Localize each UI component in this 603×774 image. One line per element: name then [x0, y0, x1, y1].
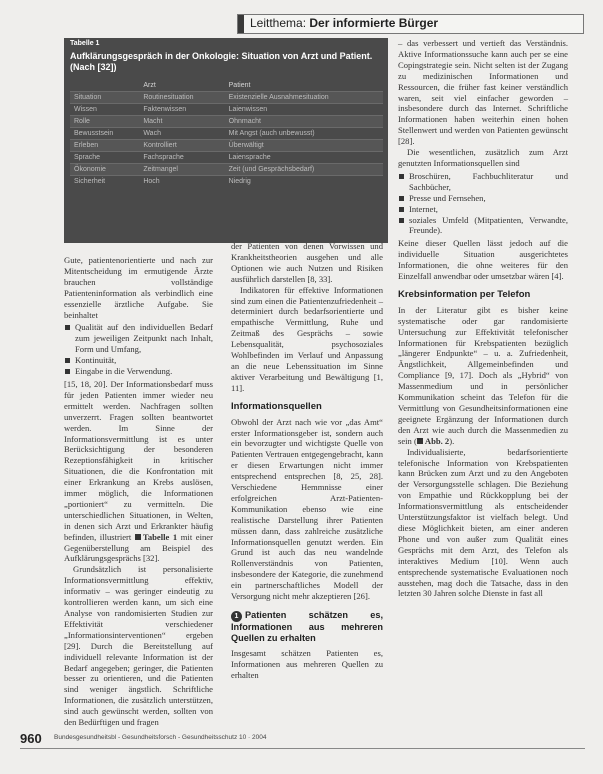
table-cell: Ohnmacht	[225, 116, 383, 128]
list-item	[64, 355, 213, 366]
list-item-text: Presse und Fernsehen,	[409, 192, 486, 203]
column-3	[398, 38, 568, 599]
footer-rule	[20, 748, 585, 749]
table-cell: Ökonomie	[70, 164, 139, 176]
list-item	[398, 171, 568, 193]
table-cell: Macht	[139, 116, 224, 128]
paragraph-text: mit einer Gegenüberstellung am Beispiel des Aufklärungsgesprächs [32].	[64, 531, 213, 564]
figure-reference: Abb. 2	[424, 435, 450, 446]
key-statement-heading	[231, 610, 383, 644]
table-row	[70, 116, 383, 128]
table-row	[70, 152, 383, 164]
table-cell: Niedrig	[225, 176, 383, 188]
table-cell: Überwältigt	[225, 140, 383, 152]
table-row	[70, 176, 383, 188]
table-cell: Hoch	[139, 176, 224, 188]
list-item-text: Broschüren, Fachbuchliteratur und Sachbücher,	[409, 170, 568, 192]
table-cell: Laienwissen	[225, 104, 383, 116]
paragraph: Insgesamt schätzen Patienten es, Informationen aus mehreren Quellen zu erhalten	[231, 648, 383, 680]
paragraph: Keine dieser Quellen lässt jedoch auf die individuelle Situation ausgerichtetes Informationen, die ohne weiteres für den Einzelfall anwendbar oder umsetzbar wären [4].	[398, 238, 568, 282]
paragraph: Die wesentlichen, zusätzlich zum Arzt genutzten Informationsquellen sind	[398, 147, 568, 168]
header-title	[250, 16, 438, 30]
table-cell: Wach	[139, 128, 224, 140]
paragraph: Obwohl der Arzt nach wie vor „das Amt“ erster Informationsgeber ist, sondern auch ein bevorzugter und wichtigste Quelle von Patienten Vertrauen entgegengebracht, kann er diesen Erwartungen nicht immer entsprechend entsprechen [8, 25, 28]. Verschiedene Hemmnisse einer erfolgreichen Arzt-Patienten-Kommunikation ebenso wie eine realistische Darstellung ihrer Patienten müssen dann, dass zahlreiche zusätzliche Informationsquellen genutzt werden. Ein Grund ist auch das neu wandelnde Rollenverständnis von Patienten, insbesondere der Kategorie, die zunehmend ein partnerschaftliches Modell der Versorgung nicht mehr akzeptieren [26].	[231, 416, 383, 602]
page-footer	[20, 731, 585, 748]
paragraph	[398, 305, 568, 447]
table-cell: Sprache	[70, 152, 139, 164]
table-title: Aufklärungsgespräch in der Onkologie: Situation von Arzt und Patient. (Nach [32])	[70, 51, 373, 72]
statement-number-icon: 1	[231, 611, 242, 622]
paragraph	[64, 379, 213, 564]
column-2	[231, 241, 383, 681]
paragraph: Grundsätzlich ist personalisierte Informationsvermittlung effektiv, informativ – was geringer eindeutig zu kontrollieren werden kann, um sich eine Analyse von randomisierten Studien zur Effektivität verschiedener „Informationsinterventionen“ ergeben [29]. Durch die Bereitstellung auf individuell relevante Information ist der Bedarf angegeben; geringer, die Patienten besser zu orientieren, und die Patienten sind weniger ängstlich. Schriftliche Informationen, die zusätzlich unterstützen, sind auch gewünscht werden, sollten von den Bedürftigen und fragen	[64, 564, 213, 728]
bullet-square-icon	[399, 174, 404, 179]
header-topic: Der informierte Bürger	[309, 16, 439, 30]
paragraph: Individualisierte, bedarfsorientierte telefonische Information von Krebspatienten kann Brücken zum Arzt und zu den Angeboten der Versorgungsstelle schlagen. Die Beziehung von Empathie und Rückkopplung bei der Informationsvermittlung als entscheidender Unterstützungsfaktor ist vielfach belegt. Und diese Möglichkeit bieten, am einer anderen Phone und von außer zum Qualität eines Gesprächs mit dem Arzt, des Telefon als interaktives Medium [10]. Wenn auch entsprechende systematische Evaluationen noch ausstehen, mag doch die Tatsache, dass in den letzten 30 Jahren solche Dienste in fast all	[398, 446, 568, 599]
paragraph-text: [15, 18, 20]. Der Informationsbedarf muss für jeden Patienten immer wieder neu ermittelt werden. Nachfragen sollten unverzerrt. Fragen sollten beantwortet werden. Im Sinne der Informationsvermittlung ist es unter Berücksichtigung der besonderen Rezeptionsfähigkeit in kritischer Situationen, die die Konfrontation mit einer Erkrankung an Krebs auslösen, immer möglich, die Informationen „portioniert“ zu vermitteln. Die unterschiedlichen Situationen, in Welten, in denen sich Arzt und Erkrankter häufig befinden, illustriert	[64, 378, 213, 542]
key-statement-text: Patienten schätzen es, Informationen aus mehreren Quellen zu erhalten	[231, 610, 383, 643]
paragraph: der Patienten von denen Vorwissen und Krankheitstheorien ausgehen und alle Optionen wie auch Nutzen und Risiken ausführlich darstellen [8, 33].	[231, 241, 383, 284]
section-heading: Krebsinformation per Telefon	[398, 288, 531, 300]
table-cell: Fachsprache	[139, 152, 224, 164]
paragraph: – das verbessert und vertieft das Verständnis. Aktive Informationssuche kann auch per se eine Copingstrategie sein. Nicht selten ist der Zugang zu medizinischen Informationen und Ressourcen, die früher fast keiner verständlich waren, seit viel einfacher geworden – insbesondere durch das Internet. Schriftliche Informationen haben weiterhin einen hohen Stellenwert und werden von Patienten gewünscht [28].	[398, 38, 568, 147]
paragraph-text: In der Literatur gibt es bisher keine systematische oder gar randomisierte Untersuchung zur Effektivität telefonischer Informationen für Krebspatienten bezüglich „längerer Endpunkte“ – u. a. Zufriedenheit, Ängstlichkeit, Allgemeinbefinden und Compliance [9, 17]. Doch als „Hybrid“ von Massenmedium und in persönlicher Kommunikation scheint das Telefon für die Vermittlung von Gesundheitsinformationen eine geeignete Ergänzung der Informationen durch den Arzt wie auch durch die Massenmedien zu sein (	[398, 304, 568, 446]
table-cell: Rolle	[70, 116, 139, 128]
list-item-text: soziales Umfeld (Mitpatienten, Verwandte, Freunde).	[409, 214, 568, 236]
table-cell: Sicherheit	[70, 176, 139, 188]
table-cell: Zeit (und Gesprächsbedarf)	[225, 164, 383, 176]
table-cell: Faktenwissen	[139, 104, 224, 116]
table-cell: Wissen	[70, 104, 139, 116]
table-cell: Kontrolliert	[139, 140, 224, 152]
table-row	[70, 92, 383, 104]
journal-citation: Bundesgesundheitsbl - Gesundheitsforsch - Gesundheitsschutz 10 · 2004	[54, 734, 267, 741]
list-item-text: Kontinuität,	[75, 355, 117, 366]
table-header-row	[70, 80, 383, 92]
column-1	[64, 255, 213, 728]
page-number: 960	[20, 731, 42, 746]
table-label: Tabelle 1	[70, 40, 100, 47]
table-reference: Tabelle 1	[142, 531, 178, 542]
bullet-square-icon	[65, 358, 70, 363]
table-row	[70, 140, 383, 152]
bullet-square-icon	[399, 196, 404, 201]
paragraph-text: ).	[449, 435, 455, 446]
header-prefix: Leitthema:	[250, 16, 307, 30]
list-item-text: Qualität auf den individuellen Bedarf zum jeweiligen Zeitpunkt nach Inhalt, Form und Umfang,	[75, 322, 213, 355]
table-header-cell	[70, 80, 139, 92]
paragraph: Indikatoren für effektive Informationen sind zum einen die Patientenzufriedenheit – determiniert durch bedarfsorientierte und empathische Vermittlung, Ruhe und Zeitmaß des Gesprächs – sowie Lebensqualität, psychosoziales Wohlbefinden im Verlauf und Anpassung an die neue Lebenssituation im Sinne aktiver Verarbeitung und Bewältigung [1, 11].	[231, 284, 383, 393]
table-header-cell: Arzt	[143, 82, 156, 89]
table-cell: Routinesituation	[139, 92, 224, 104]
bullet-square-icon	[65, 369, 70, 374]
list-item-text: Eingabe in die Verwendung.	[75, 366, 173, 377]
table-cell: Existenzielle Ausnahmesituation	[225, 92, 383, 104]
figure-ref-icon	[417, 438, 423, 444]
table-row	[70, 104, 383, 116]
list-item	[64, 322, 213, 355]
table-row	[70, 128, 383, 140]
paragraph: Gute, patientenorientierte und nach zur Mitentscheidung im ermutigende Ärzte brauchen vollständige Patienteninformation als verbindlich eine essenzielle ärztliche Aufgabe. Sie beinhaltet	[64, 255, 213, 320]
table-row	[70, 164, 383, 176]
bullet-list	[398, 171, 568, 236]
list-item	[398, 193, 568, 204]
table-grid	[70, 80, 383, 187]
table-cell: Zeitmangel	[139, 164, 224, 176]
table-cell: Laiensprache	[225, 152, 383, 164]
table-cell: Situation	[70, 92, 139, 104]
list-item-text: Internet,	[409, 203, 438, 214]
header-marker	[238, 15, 244, 33]
bullet-square-icon	[399, 218, 404, 223]
list-item	[398, 215, 568, 237]
list-item	[398, 204, 568, 215]
table-cell: Erleben	[70, 140, 139, 152]
list-item	[64, 366, 213, 377]
bullet-square-icon	[65, 325, 70, 330]
table-cell: Mit Angst (auch unbewusst)	[225, 128, 383, 140]
table-ref-icon	[135, 534, 141, 540]
bullet-square-icon	[399, 207, 404, 212]
table-cell: Bewusstsein	[70, 128, 139, 140]
bullet-list	[64, 322, 213, 377]
running-header	[237, 14, 584, 34]
section-heading: Informationsquellen	[231, 400, 322, 412]
table-header-cell: Patient	[228, 82, 251, 89]
